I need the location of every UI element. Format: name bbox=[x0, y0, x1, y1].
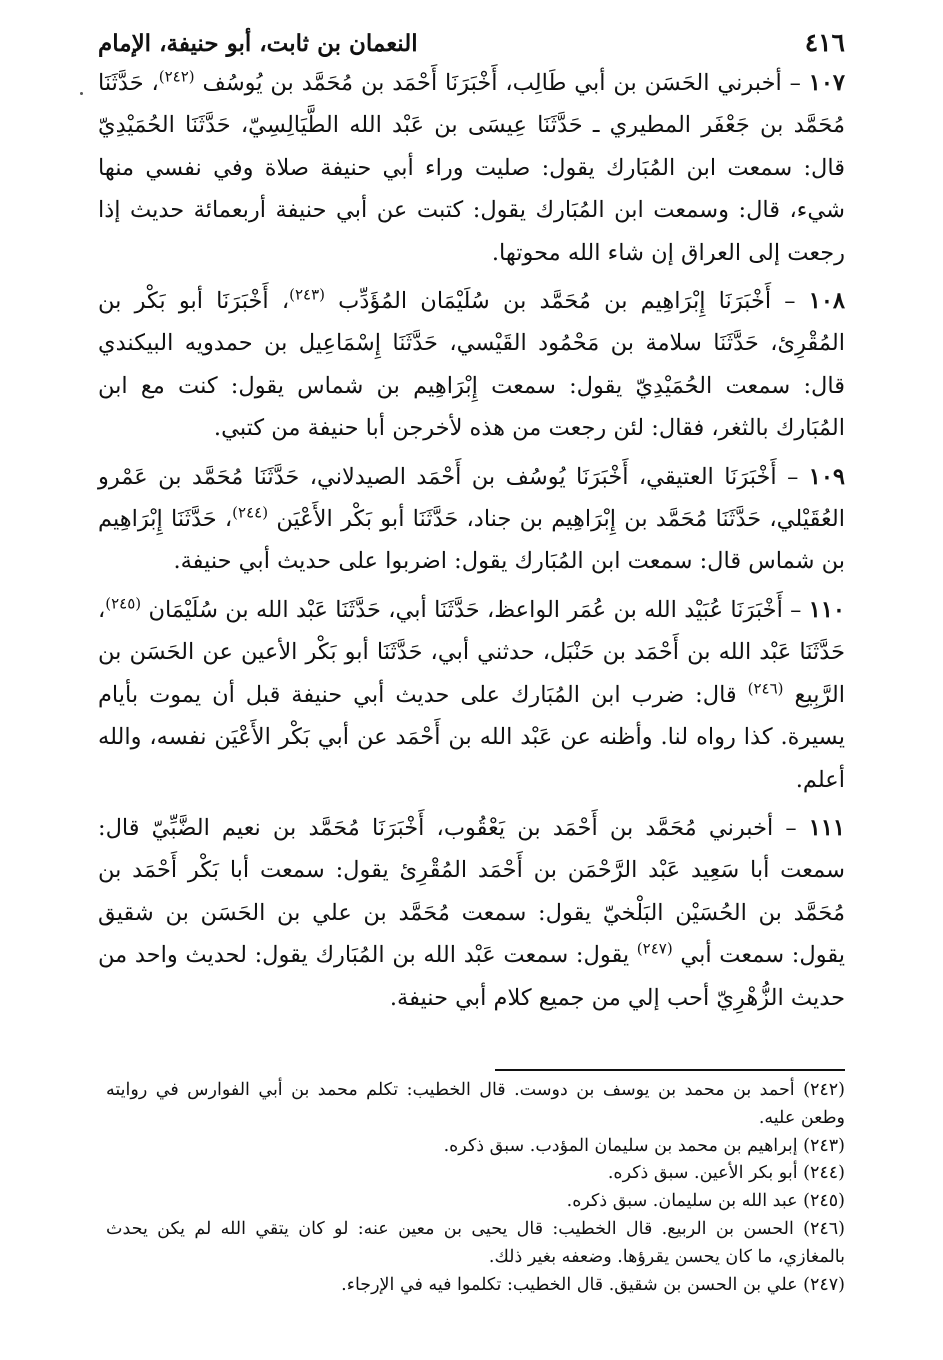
footnote-reference: (٢٤٥) bbox=[105, 594, 142, 613]
body-text bbox=[98, 62, 845, 1025]
footnote-text: عبد الله بن سليمان. سبق ذكره. bbox=[566, 1191, 798, 1212]
footnote-242 bbox=[106, 1077, 845, 1133]
paragraph-text: – أَخْبَرَنَا إِبْرَاهِيم بن مُحَمَّد بن سُلَيْمَان المُؤَدِّب bbox=[338, 288, 796, 315]
paragraph-text: – أخبرني مُحَمَّد بن أَحْمَد بن يَعْقُوب، أَخْبَرَنَا مُحَمَّد بن نعيم الضَّبِّيّ قال: سمعت أبا سَعِيد عَبْد الرَّحْمَن بن أَحْمَد المُقْرِئ يقول: سمعت أبا بَكْر أَحْمَد بن مُحَمَّد بن الحُسَيْن البَلْخيّ يقول: سمعت مُحَمَّد بن علي بن الحَسَن بن شقيق يقول: سمعت أبي bbox=[98, 814, 845, 969]
footnote-243 bbox=[106, 1133, 845, 1161]
footnote-reference: (٢٤٤) bbox=[232, 503, 269, 522]
footnote-text: أبو بكر الأعين. سبق ذكره. bbox=[607, 1163, 798, 1184]
footnote-number: (٢٤٤) bbox=[803, 1163, 845, 1184]
footnote-separator bbox=[495, 1069, 845, 1071]
footnote-number: (٢٤٦) bbox=[803, 1218, 845, 1239]
paragraph-number: ١٠٩ bbox=[808, 463, 845, 490]
paragraph-107 bbox=[98, 62, 845, 274]
footnote-text: إبراهيم بن محمد بن سليمان المؤدب. سبق ذكره. bbox=[443, 1135, 798, 1156]
footnote-reference: (٢٤٦) bbox=[747, 679, 784, 698]
footnote-247 bbox=[106, 1272, 845, 1300]
paragraph-text: ، حَدَّثَنَا مُحَمَّد بن جَعْفَر المطيري ـ حَدَّثَنَا عِيسَى بن عَبْد الله الطَّيَالِسِيّ، حَدَّثَنَا الحُمَيْدِيّ قال: سمعت ابن المُبَارك يقول: صليت وراء أبي حنيفة صلاة وفي نفسي منها شيء، قال: وسمعت ابن المُبَارك يقول: كتبت عن أبي حنيفة أربعمائة حديث إذا رجعت إلى العراق إن شاء الله محوتها. bbox=[98, 70, 845, 266]
paragraph-text: يقول: سمعت عَبْد الله بن المُبَارك يقول: لحديث واحد من حديث الزُّهْرِيّ أحب إلي من جميع كلام أبي حنيفة. bbox=[98, 942, 845, 1011]
footnotes bbox=[106, 1077, 845, 1299]
footnote-number: (٢٤٧) bbox=[803, 1274, 845, 1295]
footnote-text: أحمد بن محمد بن يوسف بن دوست. قال الخطيب: تكلم محمد بن أبي الفوارس في روايته وطعن عليه. bbox=[106, 1080, 845, 1128]
footnote-246 bbox=[106, 1216, 845, 1272]
footnote-reference: (٢٤٣) bbox=[289, 285, 325, 304]
paragraph-text: – أَخْبَرَنَا العتيقي، أَخْبَرَنَا يُوسُف بن أَحْمَد الصيدلاني، حَدَّثَنَا مُحَمَّد بن عَمْرو العُقَيْلي، حَدَّثَنَا مُحَمَّد بن إِبْرَاهِيم بن جناد، حَدَّثَنَا أبو بَكْر الأَعْيَن bbox=[98, 463, 845, 533]
footnote-245 bbox=[106, 1188, 845, 1216]
paragraph-108 bbox=[98, 280, 845, 450]
paragraph-text: قال: ضرب ابن المُبَارك على حديث أبي حنيفة قبل أن يموت بأيام يسيرة. كذا رواه لنا. وأظنه عن عَبْد الله بن أَحْمَد عن أبي بَكْر الأَعْيَن نفسه، والله أعلم. bbox=[98, 681, 845, 793]
paragraph-110 bbox=[98, 589, 845, 801]
running-head-title: النعمان بن ثابت، أبو حنيفة، الإمام bbox=[98, 30, 418, 57]
paragraph-109 bbox=[98, 456, 845, 583]
paragraph-number: ١٠٨ bbox=[808, 288, 846, 315]
scan-speck bbox=[80, 92, 83, 95]
footnote-number: (٢٤٢) bbox=[803, 1080, 845, 1100]
paragraph-number: ١١١ bbox=[808, 814, 845, 841]
paragraph-text: ، حَدَّثَنَا عَبْد الله بن أَحْمَد بن حَنْبَل، حدثني أبي، حَدَّثَنَا أبو بَكْر الأعين عن الحَسَن بن الرَّبِيع bbox=[98, 596, 845, 708]
page-number: ٤١٦ bbox=[804, 28, 845, 57]
paragraph-number: ١١٠ bbox=[808, 596, 845, 623]
paragraph-text: ، أَخْبَرَنَا أبو بَكْر بن المُقْرِئ، حَدَّثَنَا سلامة بن مَحْمُود القَيْسي، حَدَّثَنَا إِسْمَاعِيل بن حمدويه البيكندي قال: سمعت الحُمَيْدِيّ يقول: سمعت إِبْرَاهِيم بن شماس يقول: كنت مع ابن المُبَارك بالثغر، فقال: لئن رجعت من هذه لأخرجن أبا حنيفة من كتبي. bbox=[98, 288, 845, 442]
footnote-reference: (٢٤٢) bbox=[158, 67, 195, 86]
footnote-number: (٢٤٥) bbox=[803, 1191, 845, 1212]
paragraph-text: – أخبرني الحَسَن بن أبي طَالِب، أَخْبَرَنَا أَحْمَد بن مُحَمَّد بن يُوسُف bbox=[202, 70, 801, 96]
paragraph-text: – أَخْبَرَنَا عُبَيْد الله بن عُمَر الواعظ، حَدَّثَنَا أبي، حَدَّثَنَا عَبْد الله بن سُلَيْمَان bbox=[148, 596, 802, 623]
footnote-reference: (٢٤٧) bbox=[636, 939, 673, 958]
paragraph-text: ، حَدَّثَنَا إِبْرَاهِيم بن شماس قال: سمعت ابن المُبَارك يقول: اضربوا على حديث أبي حنيفة. bbox=[98, 506, 845, 575]
footnote-244 bbox=[106, 1160, 845, 1188]
footnote-text: علي بن الحسن بن شقيق. قال الخطيب: تكلموا فيه في الإرجاء. bbox=[341, 1274, 798, 1295]
footnote-number: (٢٤٣) bbox=[803, 1135, 845, 1156]
paragraph-111 bbox=[98, 807, 845, 1019]
running-head bbox=[98, 26, 845, 61]
paragraph-number: ١٠٧ bbox=[808, 70, 845, 96]
footnote-text: الحسن بن الربيع. قال الخطيب: قال يحيى بن معين عنه: لو كان يتقي الله لم يكن يحدث بالمغازي، ما كان يحسن يقرؤها. وضعفه بغير ذلك. bbox=[106, 1218, 845, 1267]
